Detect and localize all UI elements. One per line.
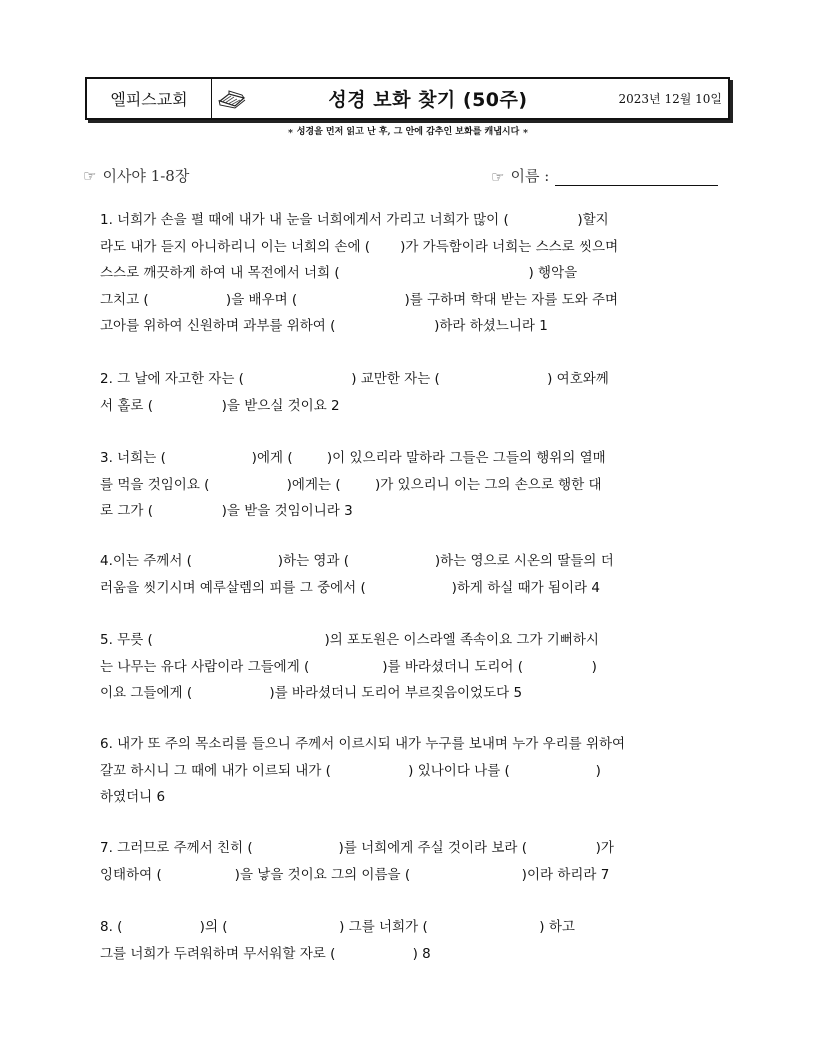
question-8: [100, 914, 725, 967]
question-5: [100, 627, 725, 707]
question-7: [100, 835, 725, 888]
question-line-text: 서 홀로 ( )을 받으실 것이요 2: [100, 397, 340, 414]
question-line: [100, 548, 725, 575]
name-label: 이름 :: [510, 167, 550, 185]
worksheet-date: 2023년 12월 10일: [618, 92, 722, 106]
question-line: [100, 393, 725, 420]
question-line-text: 갈꼬 하시니 그 때에 내가 이르되 내가 ( ) 있나이다 나를 ( ): [100, 762, 601, 779]
question-line: [100, 472, 725, 499]
question-line-text: 를 먹을 것임이요 ( )에게는 ( )가 있으리니 이는 그의 손으로 행한 대: [100, 476, 602, 493]
question-line: [100, 758, 725, 785]
question-6: [100, 731, 725, 811]
reference-text: 이사야 1-8장: [102, 167, 190, 185]
question-line: [100, 575, 725, 602]
question-line-text: 고아를 위하여 신원하며 과부를 위하여 ( )하라 하셨느니라 1: [100, 318, 548, 334]
question-line-text: 로 그가 ( )을 받을 것임이니라 3: [100, 503, 353, 519]
question-line-text: 그치고 ( )을 배우며 ( )를 구하며 학대 받는 자를 도와 주며: [100, 291, 619, 308]
question-line-text: 1. 너희가 손을 펼 때에 내가 내 눈을 너희에게서 가리고 너희가 많이 ( )할지: [100, 212, 609, 228]
question-line: [100, 627, 725, 654]
name-blank-line[interactable]: [555, 167, 718, 186]
church-name: 엘피스교회: [87, 79, 212, 118]
question-line-text: 그를 너희가 두려워하며 무서워할 자로 ( ) 8: [100, 945, 431, 962]
question-line: [100, 498, 725, 525]
question-line: [100, 731, 725, 758]
question-line-text: 라도 내가 듣지 아니하리니 이는 너희의 손에 ( )가 가득함이라 너희는 스스로 씻으며: [100, 238, 619, 255]
question-2: [100, 366, 725, 419]
worksheet-header: [85, 77, 730, 120]
question-line-text: 3. 너희는 ( )에게 ( )이 있으리라 말하라 그들은 그들의 행위의 열매: [100, 450, 606, 466]
question-line: [100, 260, 725, 287]
question-line-text: 러움을 씻기시며 예루살렘의 피를 그 중에서 ( )하게 하실 때가 됨이라 4: [100, 579, 600, 596]
question-line-text: 4.이는 주께서 ( )하는 영과 ( )하는 영으로 시온의 딸들의 더: [100, 553, 614, 569]
question-line: [100, 862, 725, 889]
question-line: [100, 313, 725, 340]
pointing-hand-icon: ☞: [491, 168, 505, 186]
name-field: [491, 165, 718, 186]
question-line-text: 2. 그 날에 자고한 자는 ( ) 교만한 자는 ( ) 여호와께: [100, 371, 609, 387]
question-line: [100, 366, 725, 393]
question-line: [100, 654, 725, 681]
question-line: [100, 835, 725, 862]
question-line-text: 7. 그러므로 주께서 친히 ( )를 너희에게 주실 것이라 보라 ( )가: [100, 840, 614, 856]
question-line-text: 하였더니 6: [100, 789, 166, 805]
question-line-text: 스스로 깨끗하게 하여 내 목전에서 너희 ( ) 행악을: [100, 265, 578, 281]
question-4: [100, 548, 725, 601]
question-line: [100, 941, 725, 968]
question-line: [100, 234, 725, 261]
question-line-text: 5. 무릇 ( )의 포도원은 이스라엘 족속이요 그가 기뻐하시: [100, 632, 599, 648]
question-line-text: 는 나무는 유다 사람이라 그들에게 ( )를 바라셨더니 도리어 ( ): [100, 658, 597, 675]
question-line: [100, 445, 725, 472]
question-3: [100, 445, 725, 525]
question-1: [100, 207, 725, 340]
instruction-note: ∗ 성경을 먼저 읽고 난 후, 그 안에 감추인 보화를 캐냅시다 ∗: [287, 127, 529, 137]
question-line: [100, 207, 725, 234]
question-line: [100, 784, 725, 811]
question-line-text: 잉태하여 ( )을 낳을 것이요 그의 이름을 ( )이라 하리라 7: [100, 866, 610, 883]
question-line: [100, 914, 725, 941]
question-line: [100, 287, 725, 314]
question-line: [100, 680, 725, 707]
question-line-text: 6. 내가 또 주의 목소리를 들으니 주께서 이르시되 내가 누구를 보내며 누가 우리를 위하여: [100, 736, 626, 752]
worksheet-title: 성경 보화 찾기 (50주): [328, 89, 528, 111]
question-line-text: 8. ( )의 ( ) 그를 너희가 ( ) 하고: [100, 919, 575, 935]
bible-book-icon: [212, 79, 252, 118]
question-line-text: 이요 그들에게 ( )를 바라셨더니 도리어 부르짖음이었도다 5: [100, 685, 523, 701]
pointing-hand-icon: ☞: [83, 167, 97, 185]
scripture-reference: [83, 165, 189, 186]
